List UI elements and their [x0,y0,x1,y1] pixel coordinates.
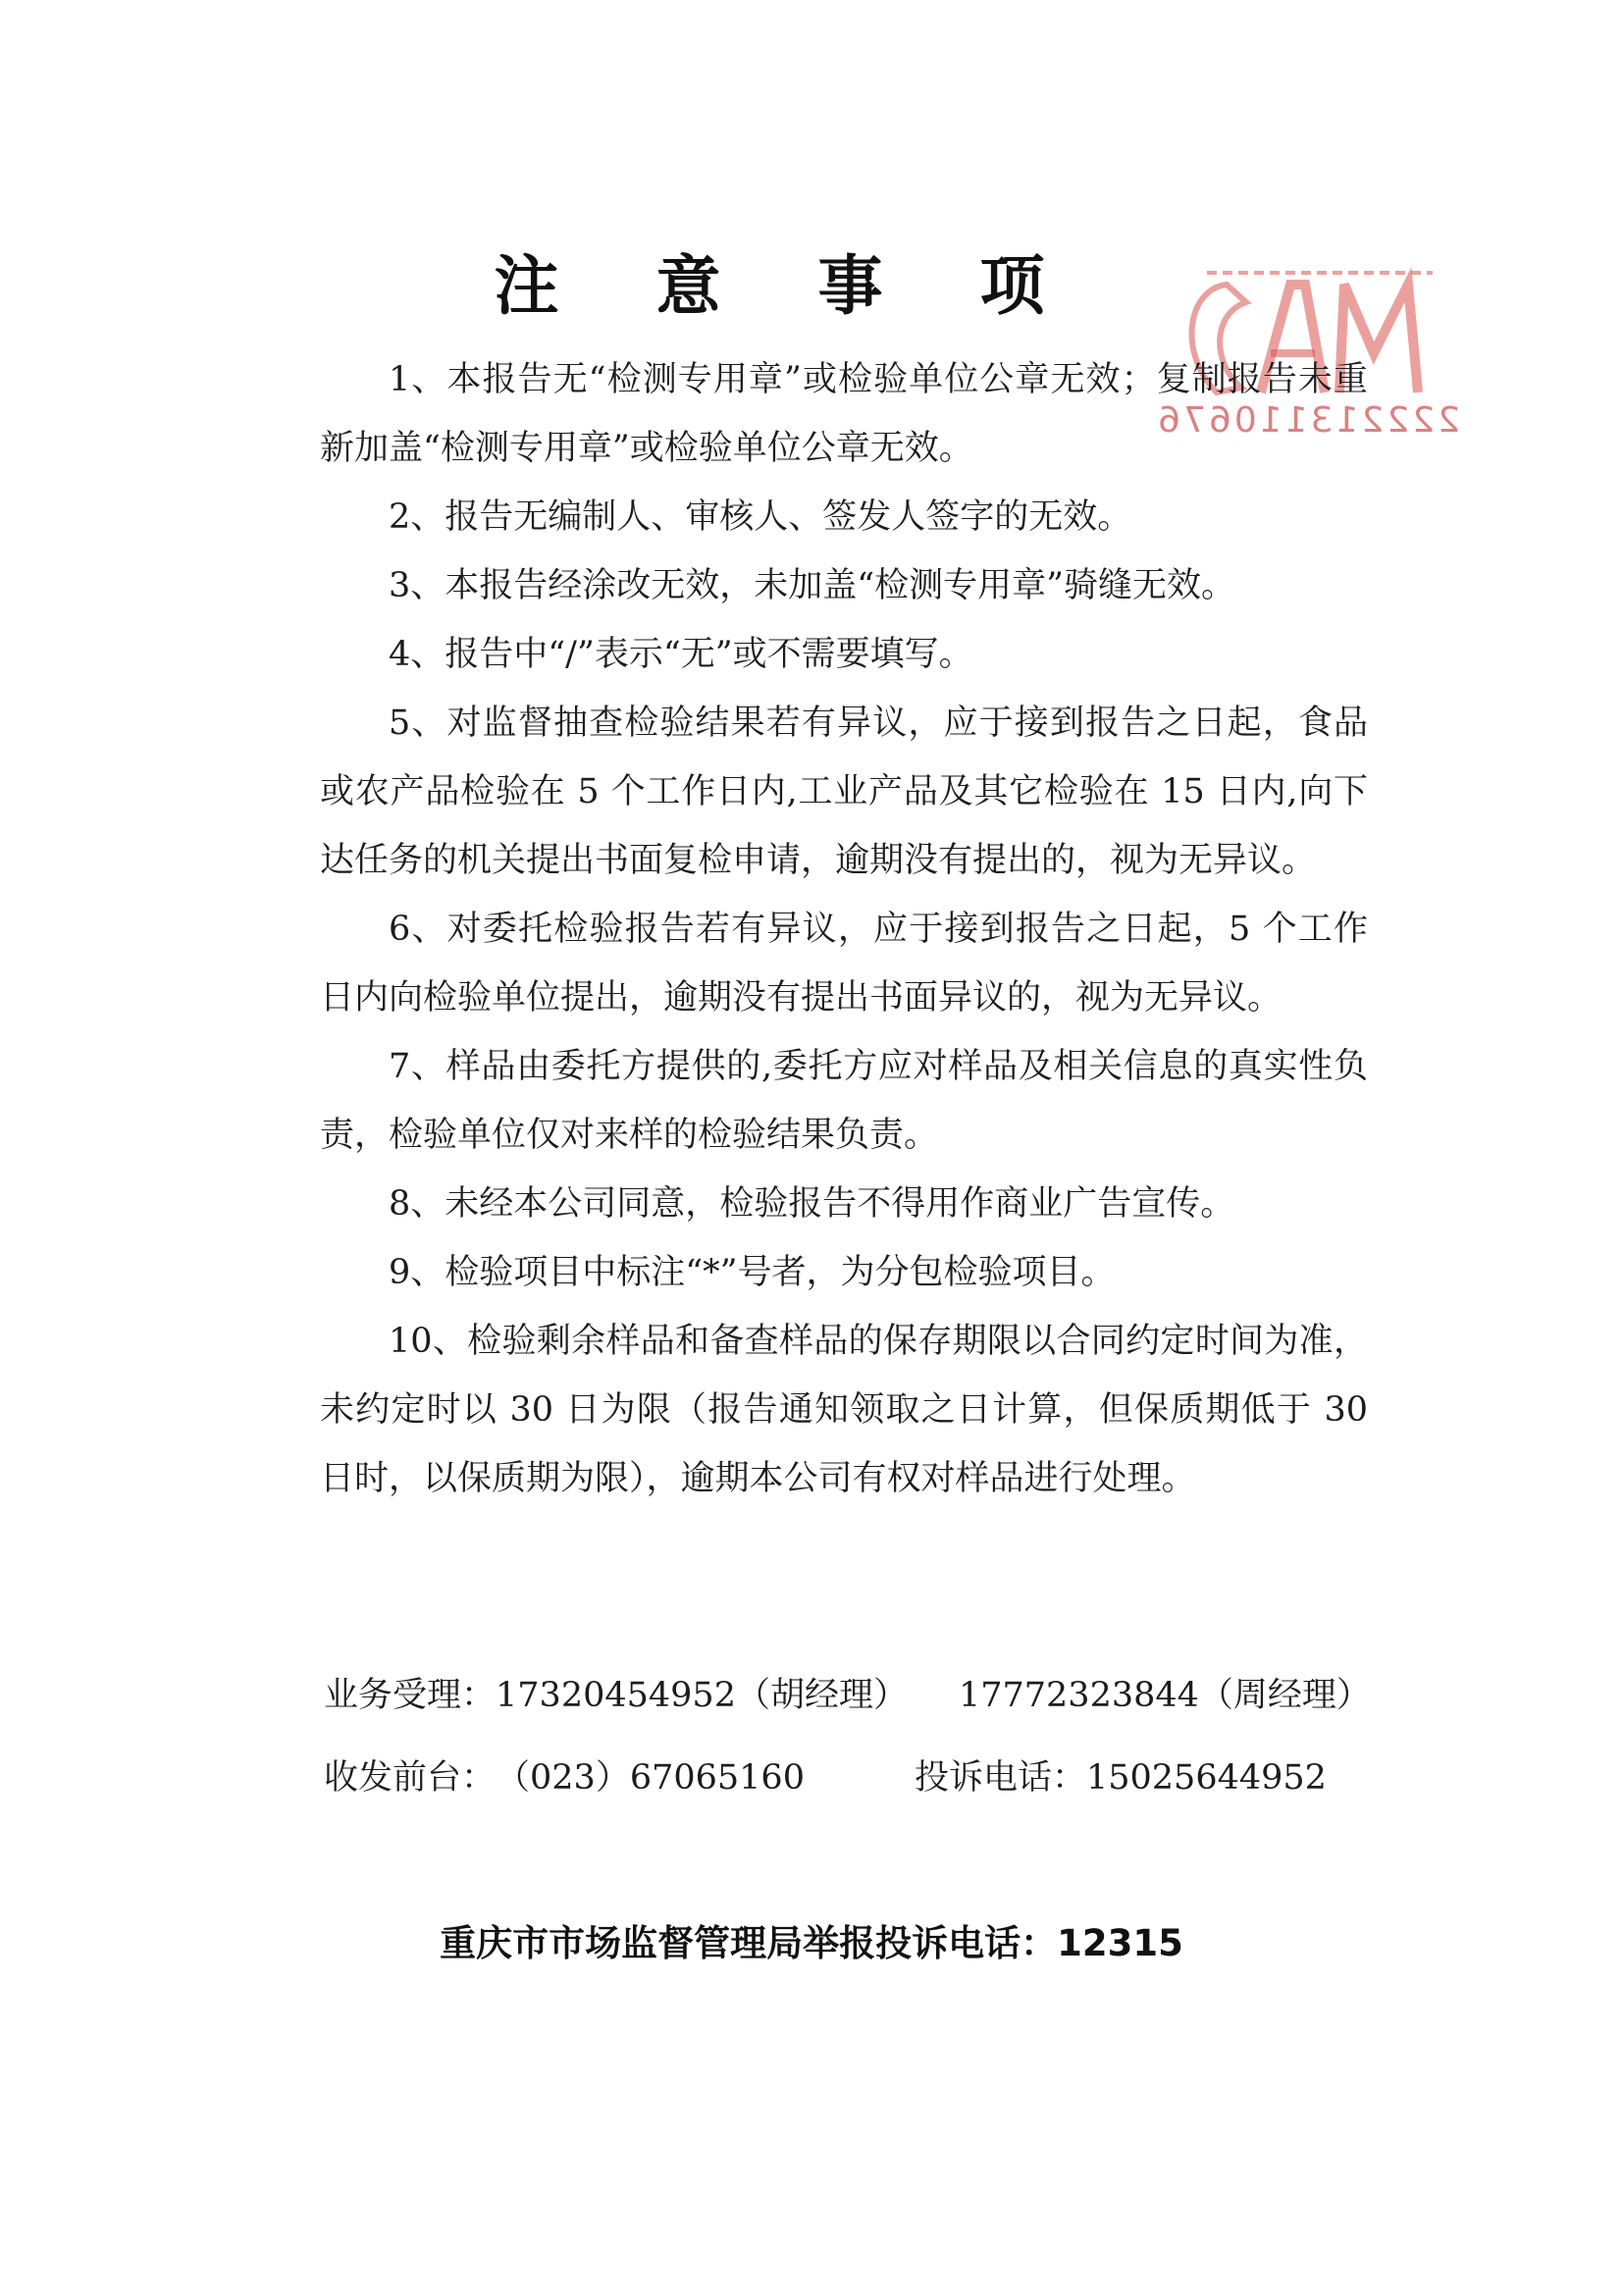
page-title: 注 意 事 项 [494,248,1082,324]
clause-3: 3、本报告经涂改无效，未加盖“检测专用章”骑缝无效。 [389,566,1236,605]
clause-8: 8、未经本公司同意，检验报告不得用作商业广告宣传。 [389,1184,1235,1224]
clause-4: 4、报告中“/”表示“无”或不需要填写。 [389,635,973,674]
clause-7: 7、样品由委托方提供的,委托方应对样品及相关信息的真实性负责，检验单位仅对来样的检验结果负责。 [320,1047,1368,1155]
business-label: 业务受理： [324,1676,497,1715]
complaint-phone: 15025644952 [1085,1758,1327,1798]
clause-5: 5、对监督抽查检验结果若有异议，应于接到报告之日起，食品或农产品检验在 5 个工作日内,工业产品及其它检验在 15 日内,向下达任务的机关提出书面复检申请，逾期没有提出的，视为无异议。 [320,704,1368,880]
seal-number: 222213110676 [1155,400,1460,441]
clause-1: 1、本报告无“检测专用章”或检验单位公章无效；复制报告未重新加盖“检测专用章”或检验单位公章无效。 [320,360,1368,468]
reception-phone: （023）67065160 [496,1758,805,1798]
reception-label: 收发前台： [324,1758,497,1798]
business-contact-line [324,1668,1371,1717]
regulator-hotline: 重庆市市场监督管理局举报投诉电话：12315 [440,1922,1183,1964]
clause-2: 2、报告无编制人、审核人、签发人签字的无效。 [389,497,1132,537]
complaint-label: 投诉电话： [914,1758,1086,1798]
reception-contact-line [324,1750,1327,1800]
business-phone-1: 17320454952（胡经理） [496,1676,908,1715]
notice-clauses [320,345,1368,1513]
business-phone-2: 17772323844（周经理） [958,1676,1371,1715]
clause-6: 6、对委托检验报告若有异议，应于接到报告之日起，5 个工作日内向检验单位提出，逾期没有提出书面异议的，视为无异议。 [320,910,1368,1018]
clause-9: 9、检验项目中标注“*”号者，为分包检验项目。 [389,1253,1116,1292]
clause-10: 10、检验剩余样品和备查样品的保存期限以合同约定时间为准，未约定时以 30 日为限（报告通知领取之日计算，但保质期低于 30 日时，以保质期为限），逾期本公司有权对样品进行处理。 [320,1322,1368,1498]
